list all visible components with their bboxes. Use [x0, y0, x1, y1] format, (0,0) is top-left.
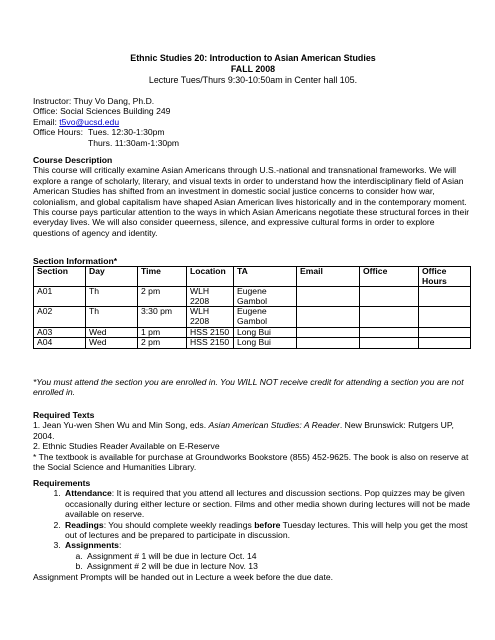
- cell-office-hours: [419, 327, 471, 338]
- cell-section: A02: [34, 307, 86, 327]
- cell-time: 2 pm: [138, 338, 187, 349]
- cell-office-hours: [419, 338, 471, 349]
- term: FALL 2008: [230, 63, 276, 74]
- required-texts: [33, 410, 473, 472]
- col-time: Time: [138, 267, 187, 287]
- assignment-list: [65, 551, 473, 572]
- cell-location: HSS 2150: [187, 327, 234, 338]
- cell-email: [297, 338, 360, 349]
- cell-office: [360, 307, 419, 327]
- description-body: This course will critically examine Asian Americans through U.S.-national and transnational frameworks. We will explore a range of scholarly, literary, and visual texts in order to understand how the interdisciplinary field of Asian American Studies has shifted from an investment in domestic social justice concerns to consider how war, colonialism, and global capitalism have shaped Asian American lives historically and in the contemporary moment. This course pays particular attention to the ways in which Asian Americans negotiate these structural forces in their everyday lives. We will also consider queerness, silence, and expressive cultural forms in order to explore questions of agency and identity.: [33, 165, 470, 238]
- office-hours-row-2: [33, 138, 473, 148]
- instructor-name: Instructor: Thuy Vo Dang, Ph.D.: [33, 96, 155, 106]
- office-hours-label: Office Hours:: [33, 127, 83, 138]
- cell-email: [297, 287, 360, 307]
- book-title: Asian American Studies: A Reader: [208, 420, 340, 431]
- cell-ta: Eugene Gambol: [234, 307, 297, 327]
- section-note: *You must attend the section you are enrolled in. You WILL NOT receive credit for attending a section you are not enrolled in.: [33, 377, 464, 398]
- col-office-hours: Office Hours: [419, 267, 471, 287]
- cell-section: A01: [34, 287, 86, 307]
- description-heading: Course Description: [33, 155, 113, 165]
- list-item: 2. Readings: You should complete weekly readings before Tuesday lectures. This will help you get the most out of lectures and be prepared to participate in discussion.: [63, 520, 473, 541]
- section-info-heading: Section Information*: [33, 256, 118, 266]
- cell-section: A04: [34, 338, 86, 349]
- office-hours-2: Thurs. 11:30am-1:30pm: [88, 137, 180, 148]
- cell-ta: Eugene Gambol: [234, 287, 297, 307]
- cell-time: 1 pm: [138, 327, 187, 338]
- requirements-list: [33, 488, 473, 571]
- instructor-office: Office: Social Sciences Building 249: [33, 106, 171, 117]
- texts-heading: Required Texts: [33, 410, 95, 420]
- table-header-row: [34, 267, 471, 287]
- requirements-heading: Requirements: [33, 478, 91, 488]
- cell-location: WLH 2208: [187, 287, 234, 307]
- syllabus-header: [33, 53, 473, 85]
- list-item: b. Assignment # 2 will be due in lecture Nov. 13: [85, 561, 473, 571]
- cell-day: Th: [86, 307, 138, 327]
- col-location: Location: [187, 267, 234, 287]
- instructor-email-line: [33, 117, 473, 127]
- col-ta: TA: [234, 267, 297, 287]
- cell-location: HSS 2150: [187, 338, 234, 349]
- cell-email: [297, 307, 360, 327]
- list-item: 1. Attendance: It is required that you attend all lectures and discussion sections. Pop quizzes may be given occasionally during either lecture or section. Films and other media shown during lectures will not be made available on reserve.: [63, 488, 473, 519]
- cell-day: Wed: [86, 327, 138, 338]
- texts-note: * The textbook is available for purchase at Groundworks Bookstore (855) 452-9625. The book is also on reserve at the Social Science and Humanities Library.: [33, 451, 469, 473]
- cell-location: WLH 2208: [187, 307, 234, 327]
- email-link[interactable]: t5vo@ucsd.edu: [59, 116, 120, 127]
- col-section: Section: [34, 267, 86, 287]
- cell-email: [297, 327, 360, 338]
- list-item: a. Assignment # 1 will be due in lecture Oct. 14: [85, 551, 473, 561]
- list-item: 3. Assignments: a. Assignment # 1 will be due in lecture Oct. 14 b. Assignment # 2 will be due in lecture Nov. 13: [63, 540, 473, 571]
- requirements: [33, 478, 473, 582]
- cell-ta: Long Bui: [234, 338, 297, 349]
- email-label: Email:: [33, 116, 60, 127]
- table-row: [34, 327, 471, 338]
- table-row: [34, 338, 471, 349]
- office-hours-row: [33, 127, 473, 137]
- cell-time: 2 pm: [138, 287, 187, 307]
- col-email: Email: [297, 267, 360, 287]
- text-item-2: 2. Ethnic Studies Reader Available on E-Reserve: [33, 441, 220, 452]
- instructor-info: [33, 96, 473, 148]
- lecture-info: Lecture Tues/Thurs 9:30-10:50am in Center hall 105.: [148, 74, 358, 85]
- col-office: Office: [360, 267, 419, 287]
- section-table: [33, 266, 471, 349]
- course-description: [33, 155, 473, 238]
- cell-office: [360, 327, 419, 338]
- cell-office: [360, 338, 419, 349]
- office-hours-1: Tues. 12:30-1:30pm: [88, 127, 165, 138]
- cell-day: Th: [86, 287, 138, 307]
- table-row: [34, 307, 471, 327]
- cell-ta: Long Bui: [234, 327, 297, 338]
- cell-section: A03: [34, 327, 86, 338]
- cell-office-hours: [419, 307, 471, 327]
- table-row: [34, 287, 471, 307]
- col-day: Day: [86, 267, 138, 287]
- requirements-footer: Assignment Prompts will be handed out in Lecture a week before the due date.: [33, 571, 334, 582]
- cell-office-hours: [419, 287, 471, 307]
- cell-time: 3:30 pm: [138, 307, 187, 327]
- text-item-1: 1. Jean Yu-wen Shen Wu and Min Song, eds. Asian American Studies: A Reader. New Brunswick: Rutgers UP, 2004.: [33, 420, 454, 441]
- cell-office: [360, 287, 419, 307]
- course-title: Ethnic Studies 20: Introduction to Asian American Studies: [130, 53, 376, 63]
- cell-day: Wed: [86, 338, 138, 349]
